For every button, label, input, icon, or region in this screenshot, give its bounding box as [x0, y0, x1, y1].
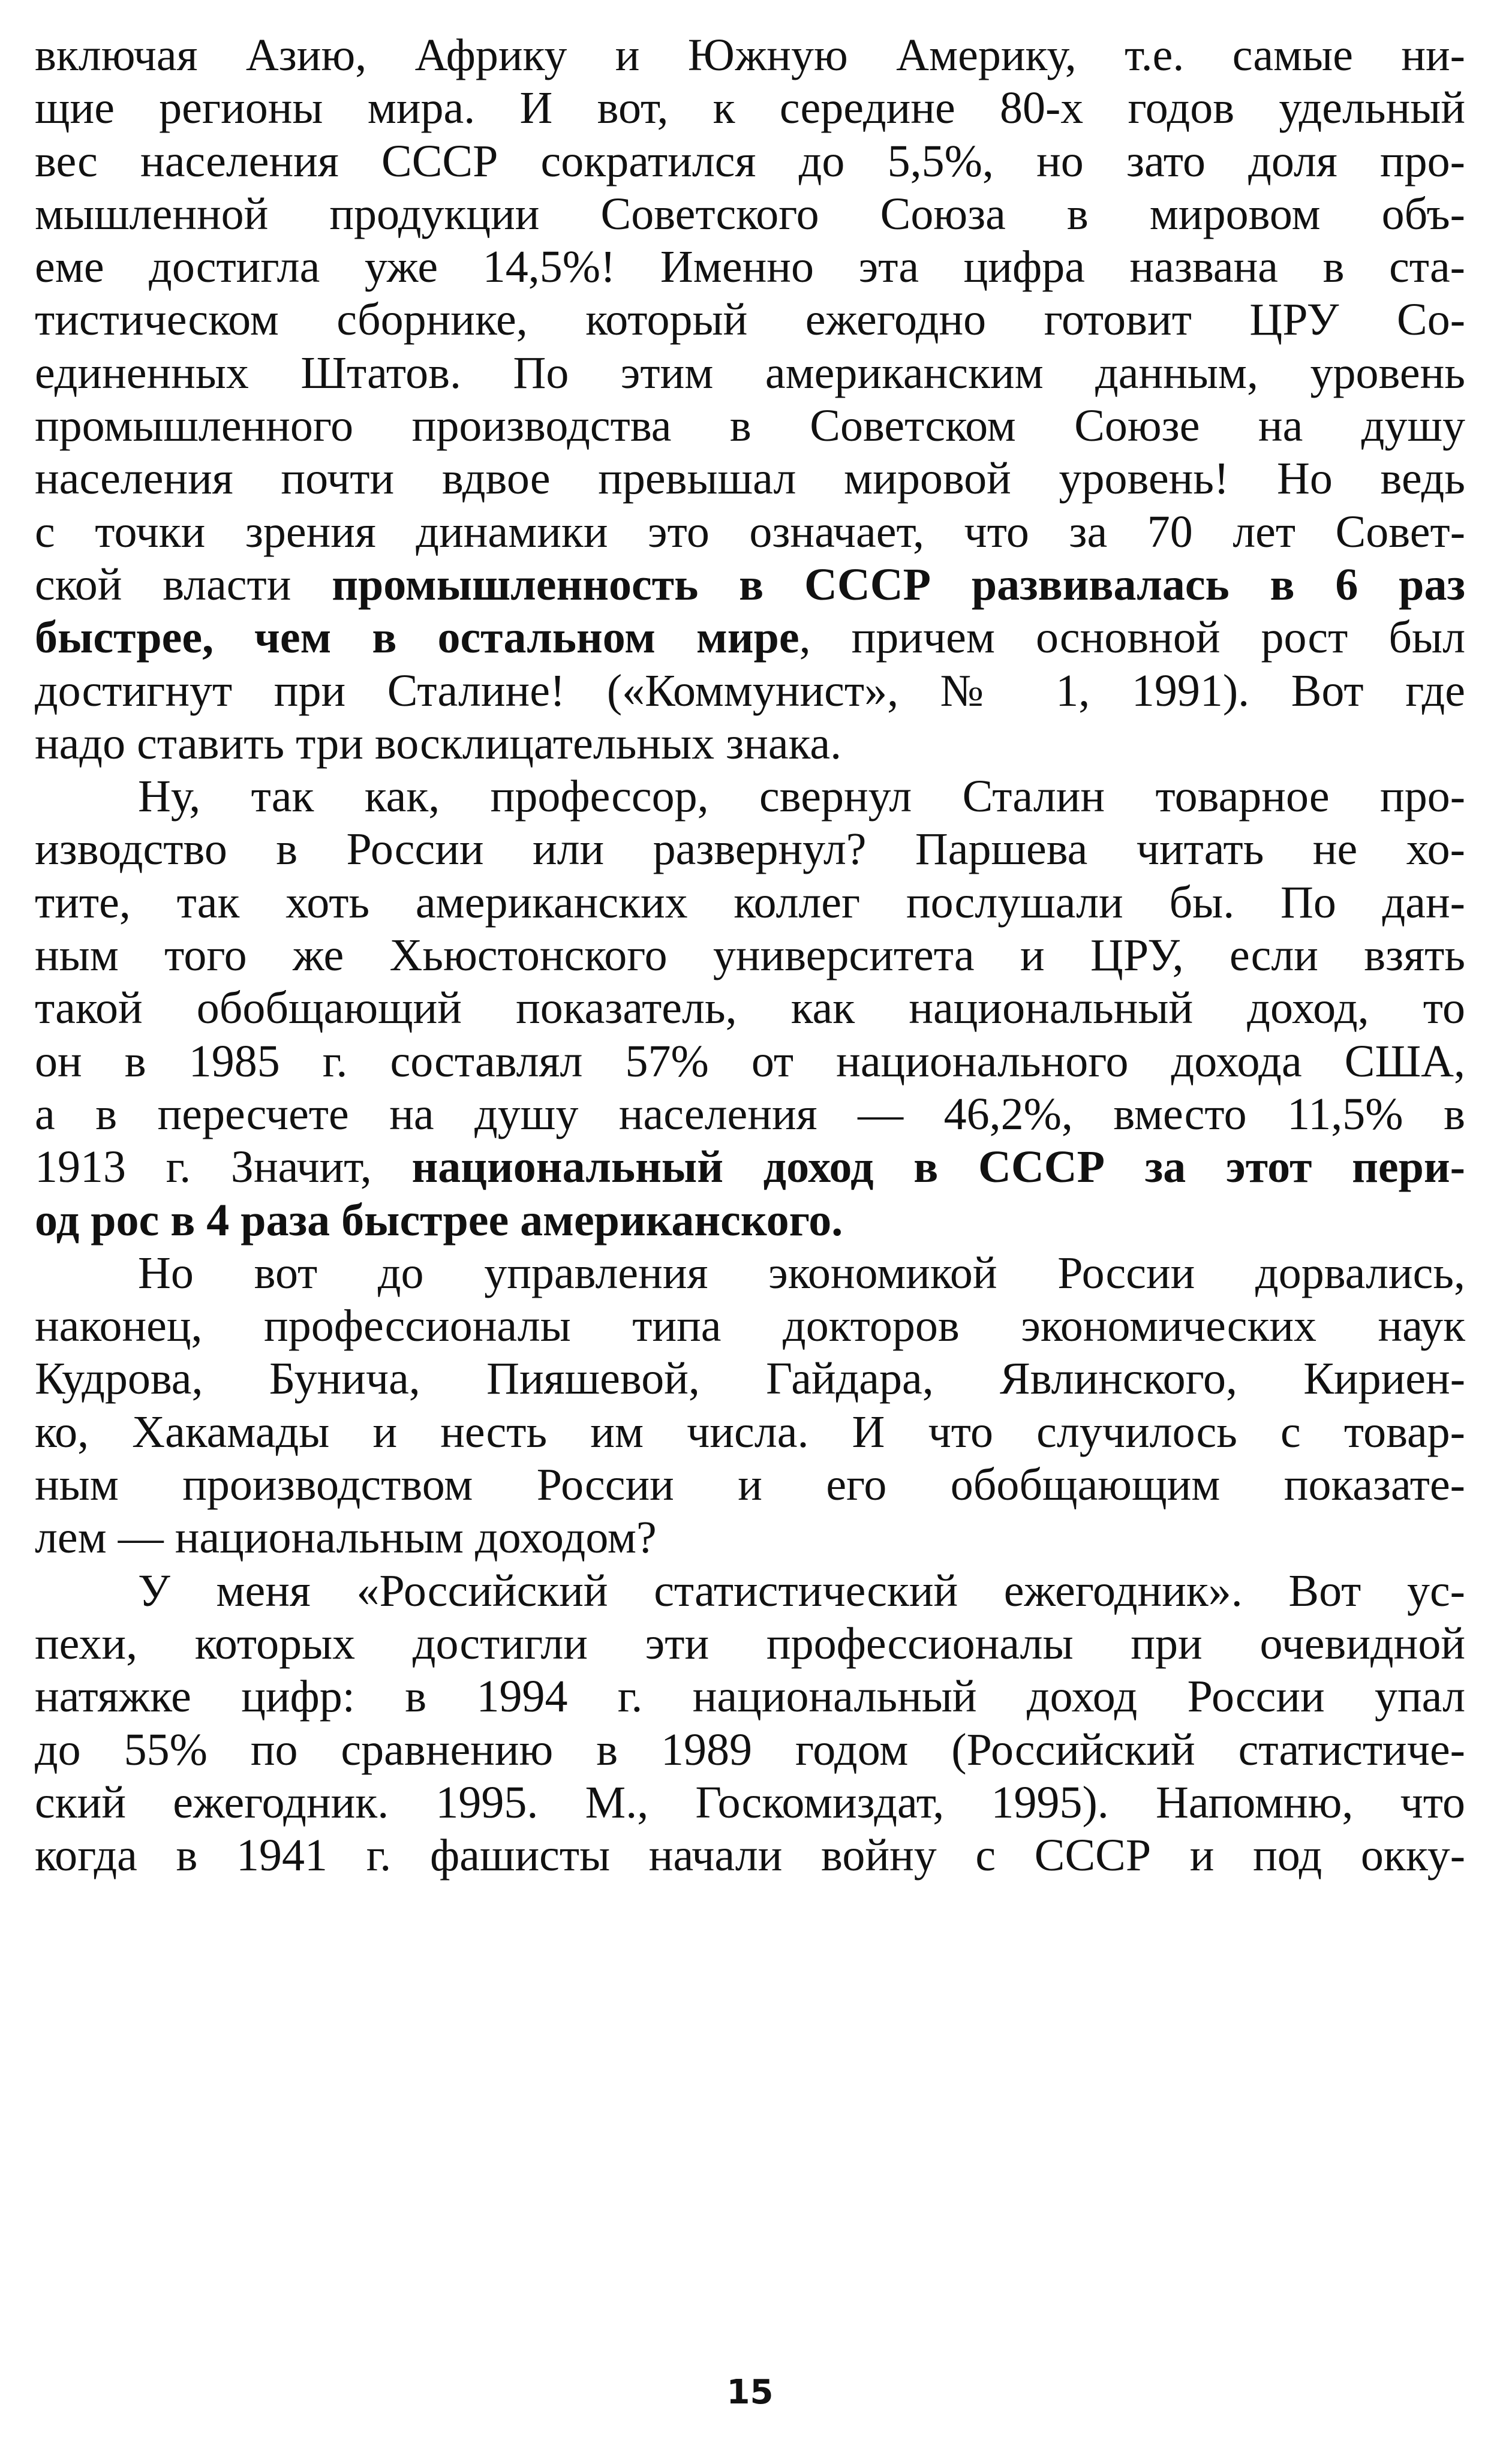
bold-text: од рос в 4 раза быстрее американского. — [35, 1195, 843, 1245]
text-line — [35, 1670, 1465, 1723]
paragraph — [35, 1565, 1465, 1882]
text-segment: Ну, так как, профессор, свернул Сталин товарное про- — [138, 771, 1465, 822]
text-line — [35, 506, 1465, 558]
text-segment: Но вот до управления экономикой России дорвались, — [138, 1247, 1465, 1298]
text-line — [35, 1406, 1465, 1458]
text-line — [35, 1035, 1465, 1088]
text-line — [35, 770, 1465, 823]
text-line — [35, 1299, 1465, 1352]
text-line — [35, 876, 1465, 929]
paragraph — [35, 770, 1465, 1247]
paragraph — [35, 29, 1465, 770]
text-segment: еме достигла уже 14,5%! Именно эта цифра названа в ста- — [35, 242, 1465, 293]
text-line — [35, 558, 1465, 611]
text-line — [35, 611, 1465, 664]
text-line — [35, 293, 1465, 346]
text-segment: мышленной продукции Советского Союза в мировом объ- — [35, 188, 1465, 239]
text-line — [35, 1458, 1465, 1511]
text-segment: когда в 1941 г. фашисты начали войну с СССР и под окку- — [35, 1830, 1465, 1881]
text-line — [35, 399, 1465, 452]
bold-text: национальный доход в СССР за этот пери- — [411, 1142, 1465, 1193]
text-segment: ным производством России и его обобщающим показате- — [35, 1460, 1465, 1511]
text-segment: промышленного производства в Советском Союзе на душу — [35, 401, 1465, 452]
bold-text: быстрее, чем в остальном мире — [35, 612, 799, 663]
text-segment: населения почти вдвое превышал мировой уровень! Но ведь — [35, 453, 1465, 504]
text-segment: достигнут при Сталине! («Коммунист», № 1, 1991). Вот где — [35, 665, 1465, 716]
text-segment: такой обобщающий показатель, как национальный доход, то — [35, 983, 1465, 1034]
text-line — [35, 929, 1465, 982]
text-line — [35, 1776, 1465, 1829]
text-line — [35, 1829, 1465, 1882]
text-line — [35, 664, 1465, 717]
text-segment: изводство в России или развернул? Паршева читать не хо- — [35, 824, 1465, 875]
text-segment: ко, Хакамады и несть им числа. И что случилось с товар- — [35, 1406, 1465, 1457]
text-line — [35, 1723, 1465, 1776]
text-segment: щие регионы мира. И вот, к середине 80-х годов удельный — [35, 83, 1465, 134]
text-line — [35, 1141, 1465, 1193]
bold-text: промышленность в СССР развивалась в 6 раз — [332, 559, 1465, 610]
text-segment: натяжке цифр: в 1994 г. национальный доход России упал — [35, 1671, 1465, 1722]
text-segment: с точки зрения динамики это означает, что за 70 лет Совет- — [35, 506, 1465, 557]
text-segment: вес населения СССР сократился до 5,5%, но зато доля про- — [35, 136, 1465, 186]
text-line — [35, 1565, 1465, 1617]
text-line — [35, 188, 1465, 240]
text-segment: надо ставить три восклицательных знака. — [35, 718, 842, 769]
text-segment: У меня «Российский статистический ежегодник». Вот ус- — [138, 1565, 1465, 1616]
text-segment: Кудрова, Бунича, Пияшевой, Гайдара, Явлинского, Кириен- — [35, 1353, 1465, 1404]
text-segment: он в 1985 г. составлял 57% от национального дохода США, — [35, 1036, 1465, 1087]
text-segment: ской власти — [35, 559, 332, 610]
paragraph — [35, 1247, 1465, 1565]
text-segment: тите, так хоть американских коллег послушали бы. По дан- — [35, 877, 1465, 928]
text-segment: единенных Штатов. По этим американским данным, уровень — [35, 347, 1465, 398]
page-number: 15 — [726, 2373, 774, 2412]
text-segment: до 55% по сравнению в 1989 годом (Российский статистиче- — [35, 1724, 1465, 1775]
text-segment: тистическом сборнике, который ежегодно готовит ЦРУ Со- — [35, 294, 1465, 345]
text-line — [35, 1088, 1465, 1141]
text-segment: а в пересчете на душу населения — 46,2%, вместо 11,5% в — [35, 1088, 1465, 1139]
text-line — [35, 135, 1465, 188]
text-line — [35, 347, 1465, 399]
text-line — [35, 29, 1465, 82]
text-line — [35, 452, 1465, 505]
text-line — [35, 1617, 1465, 1670]
text-segment: ский ежегодник. 1995. М., Госкомиздат, 1995). Напомню, что — [35, 1777, 1465, 1828]
text-segment: включая Азию, Африку и Южную Америку, т.е. самые ни- — [35, 30, 1465, 80]
text-segment: ным того же Хьюстонского университета и ЦРУ, если взять — [35, 930, 1465, 981]
text-line — [35, 240, 1465, 293]
body-text — [35, 29, 1465, 1882]
text-line — [35, 717, 1465, 770]
text-line — [35, 1247, 1465, 1299]
text-line — [35, 1511, 1465, 1564]
text-line — [35, 82, 1465, 134]
text-line — [35, 823, 1465, 876]
text-segment: 1913 г. Значит, — [35, 1142, 412, 1193]
text-line — [35, 1194, 1465, 1247]
text-segment: наконец, профессионалы типа докторов экономических наук — [35, 1301, 1465, 1352]
text-segment: , причем основной рост был — [799, 612, 1465, 663]
text-segment: лем — национальным доходом? — [35, 1512, 657, 1563]
text-segment: пехи, которых достигли эти профессионалы при очевидной — [35, 1618, 1465, 1669]
text-line — [35, 982, 1465, 1034]
text-line — [35, 1352, 1465, 1405]
